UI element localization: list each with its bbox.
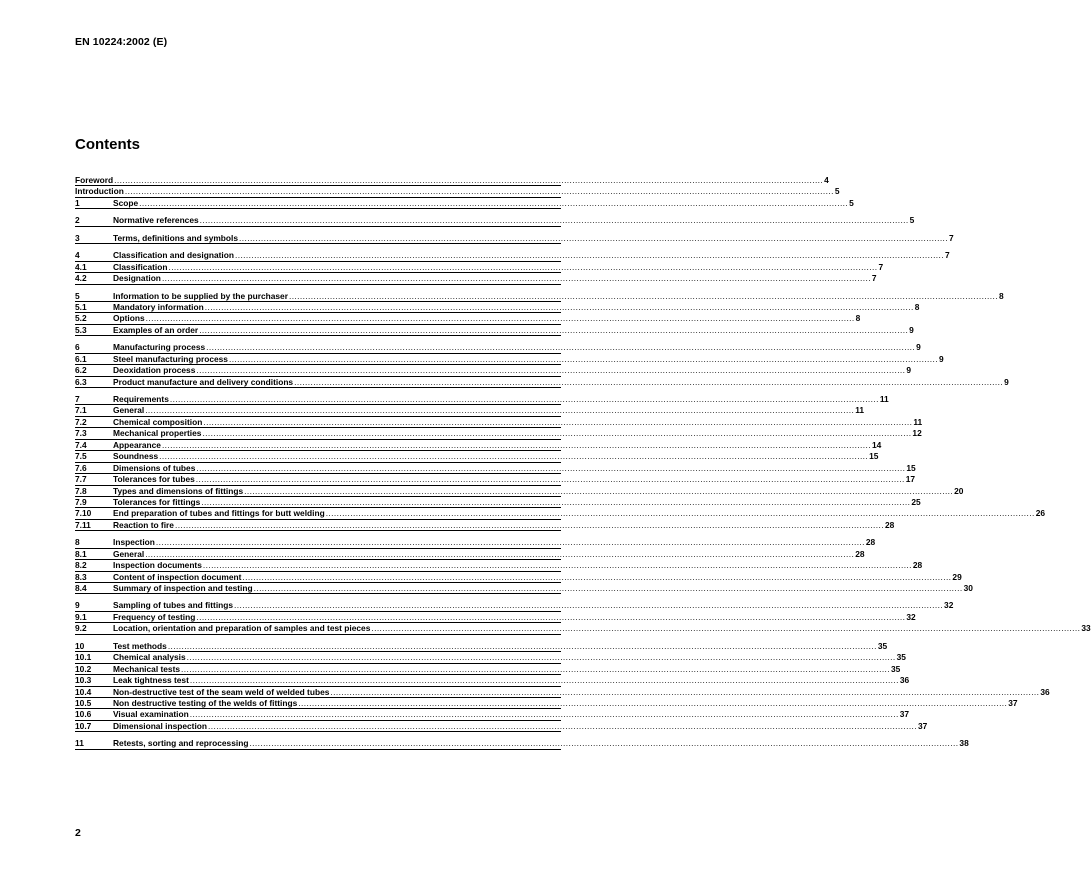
toc-entry[interactable] [75, 738, 969, 749]
toc-entry-page: 37 [918, 720, 928, 731]
row-divider [75, 387, 561, 388]
toc-entry-number: 10.3 [75, 675, 92, 686]
toc-entry-title: Types and dimensions of fittings [113, 485, 244, 496]
toc-entry-number: 10.6 [75, 709, 92, 720]
row-divider [75, 243, 561, 244]
toc-entry[interactable] [75, 537, 876, 548]
row-divider [75, 749, 561, 750]
toc-entry[interactable] [75, 560, 923, 571]
toc-entry-title: Dimensional inspection [113, 720, 208, 731]
toc-entry-title: Deoxidation process [113, 365, 196, 376]
toc-entry-title: Foreword [75, 175, 114, 185]
toc-entry-number: 10.7 [75, 720, 92, 731]
toc-entry-page: 15 [869, 451, 879, 462]
dot-leader: .................................................................................................................................................................................................................................................................... [228, 353, 938, 364]
toc-entry-number: 8.2 [75, 560, 87, 571]
toc-entry[interactable] [75, 261, 884, 273]
toc-entry-number: 2 [75, 215, 80, 226]
dot-leader: .................................................................................................................................................................................................................................................................... [288, 290, 998, 301]
toc-entry-page: 7 [878, 261, 884, 272]
toc-entry[interactable] [75, 301, 920, 313]
toc-entry[interactable] [75, 709, 910, 720]
dot-leader: .................................................................................................................................................................................................................................................................... [174, 519, 884, 530]
toc-entry-page: 14 [871, 439, 882, 450]
toc-entry-title: End preparation of tubes and fittings for butt welding [113, 508, 325, 519]
toc-entry-title: Leak tightness test [113, 675, 189, 686]
toc-entry-page: 37 [1008, 697, 1018, 708]
document-header: EN 10224:2002 (E) [75, 36, 168, 48]
toc-entry-number: 5.3 [75, 324, 87, 335]
toc-entry-title: General [113, 548, 145, 559]
dot-leader: .................................................................................................................................................................................................................................................................... [139, 197, 849, 208]
toc-entry-title: Classification and designation [113, 250, 234, 261]
toc-entry[interactable] [75, 250, 950, 261]
toc-entry-number: 6.3 [75, 376, 87, 387]
toc-entry-title: Test methods [113, 640, 167, 651]
page-title: Contents [75, 136, 140, 153]
toc-entry-number: 7.2 [75, 416, 87, 427]
table-of-contents [75, 175, 1091, 750]
toc-entry-page: 9 [938, 353, 944, 364]
toc-entry[interactable] [75, 342, 921, 353]
toc-entry[interactable] [75, 273, 877, 284]
toc-entry-number: 10.2 [75, 663, 92, 674]
toc-entry[interactable] [75, 405, 865, 416]
dot-leader: .................................................................................................................................................................................................................................................................... [195, 474, 905, 485]
toc-entry-number: 8.1 [75, 548, 87, 559]
toc-entry-title: General [113, 405, 145, 416]
toc-entry-title: Dimensions of tubes [113, 462, 196, 473]
row-divider [75, 226, 561, 227]
toc-entry[interactable] [75, 215, 915, 226]
toc-entry[interactable] [75, 583, 973, 594]
toc-entry-page: 32 [944, 600, 954, 611]
dot-leader: .................................................................................................................................................................................................................................................................... [204, 301, 914, 312]
dot-leader: .................................................................................................................................................................................................................................................................... [161, 439, 871, 450]
toc-entry-title: Retests, sorting and reprocessing [113, 738, 249, 749]
dot-leader: .................................................................................................................................................................................................................................................................... [199, 324, 909, 335]
row-divider [75, 335, 561, 336]
dot-leader: .................................................................................................................................................................................................................................................................... [114, 175, 824, 185]
toc-entry-page: 9 [916, 342, 921, 353]
toc-entry[interactable] [75, 640, 888, 652]
toc-entry-title: Steel manufacturing process [113, 353, 228, 364]
toc-entry[interactable] [75, 474, 916, 485]
toc-entry-page: 7 [949, 232, 954, 243]
toc-entry[interactable] [75, 697, 1018, 709]
toc-entry[interactable] [75, 365, 912, 376]
toc-entry-page: 35 [896, 652, 906, 663]
toc-entry-title: Information to be supplied by the purchaser [113, 290, 288, 301]
toc-entry-page: 17 [905, 474, 916, 485]
toc-entry-number: 7.8 [75, 485, 87, 496]
toc-entry-number: 7.9 [75, 496, 87, 507]
dot-leader: .................................................................................................................................................................................................................................................................... [294, 376, 1004, 387]
row-divider [75, 593, 561, 594]
toc-entry-number: 10 [75, 640, 85, 651]
dot-leader: .................................................................................................................................................................................................................................................................... [244, 485, 954, 496]
dot-leader: .................................................................................................................................................................................................................................................................... [234, 600, 944, 611]
toc-entry[interactable] [75, 720, 928, 732]
toc-entry-title: Content of inspection document [113, 571, 242, 582]
dot-leader: .................................................................................................................................................................................................................................................................... [253, 583, 963, 593]
toc-entry[interactable] [75, 519, 895, 531]
toc-entry-page: 11 [855, 405, 865, 416]
toc-entry-page: 30 [963, 583, 973, 593]
toc-entry-number: 9 [75, 600, 80, 611]
toc-entry-page: 9 [909, 324, 914, 335]
dot-leader: .................................................................................................................................................................................................................................................................... [189, 709, 899, 720]
toc-entry-title: Product manufacture and delivery conditions [113, 376, 294, 387]
toc-entry[interactable] [75, 394, 889, 405]
toc-entry-page: 4 [824, 175, 829, 185]
toc-entry[interactable] [75, 197, 854, 209]
toc-entry[interactable] [75, 428, 922, 439]
dot-leader: .................................................................................................................................................................................................................................................................... [169, 394, 879, 404]
row-divider [75, 731, 561, 732]
toc-entry-page: 28 [855, 548, 865, 559]
dot-leader: .................................................................................................................................................................................................................................................................... [161, 273, 871, 284]
toc-entry-number: 8.3 [75, 571, 87, 582]
dot-leader: .................................................................................................................................................................................................................................................................... [330, 686, 1040, 697]
toc-entry-page: 15 [906, 462, 916, 473]
row-divider [75, 634, 561, 635]
toc-entry-number: 6.1 [75, 353, 87, 364]
toc-entry-page: 28 [884, 519, 895, 530]
dot-leader: .................................................................................................................................................................................................................................................................... [196, 365, 906, 376]
toc-entry-number: 3 [75, 232, 80, 243]
toc-entry[interactable] [75, 548, 865, 560]
toc-entry-page: 9 [906, 365, 912, 376]
toc-entry[interactable] [75, 600, 954, 611]
toc-entry-page: 5 [849, 197, 854, 208]
toc-entry-title: Non-destructive test of the seam weld of welded tubes [113, 686, 330, 697]
toc-entry-page: 8 [998, 290, 1004, 301]
toc-entry-page: 20 [954, 485, 964, 496]
toc-entry-page: 28 [912, 560, 923, 571]
toc-entry-title: Introduction [75, 186, 124, 197]
toc-entry-page: 5 [909, 215, 915, 226]
dot-leader: .................................................................................................................................................................................................................................................................... [239, 232, 949, 243]
toc-entry-number: 6.2 [75, 365, 87, 376]
toc-entry-title: Mechanical tests [113, 663, 181, 674]
toc-entry-number: 8 [75, 537, 80, 548]
toc-entry-number: 9.2 [75, 623, 87, 634]
toc-entry-number: 10.4 [75, 686, 92, 697]
toc-entry-title: Frequency of testing [113, 611, 196, 622]
toc-entry-title: Visual examination [113, 709, 189, 720]
toc-entry-page: 8 [855, 313, 861, 324]
toc-entry-page: 28 [865, 537, 876, 548]
toc-entry-number: 8.4 [75, 583, 87, 593]
toc-entry-title: Normative references [113, 215, 199, 226]
toc-entry[interactable] [75, 232, 954, 244]
dot-leader: .................................................................................................................................................................................................................................................................... [203, 416, 913, 427]
dot-leader: .................................................................................................................................................................................................................................................................... [206, 342, 916, 353]
toc-entry-number: 4 [75, 250, 80, 261]
toc-entry-title: Sampling of tubes and fittings [113, 600, 234, 611]
toc-entry[interactable] [75, 416, 923, 428]
toc-entry-title: Reaction to fire [113, 519, 174, 530]
toc-entry-number: 5.1 [75, 301, 87, 312]
toc-entry-title: Summary of inspection and testing [113, 583, 253, 593]
dot-leader: .................................................................................................................................................................................................................................................................... [202, 560, 912, 571]
toc-entry-page: 36 [899, 675, 910, 686]
row-divider [75, 530, 561, 531]
dot-leader: .................................................................................................................................................................................................................................................................... [325, 508, 1035, 519]
toc-entry[interactable] [75, 324, 914, 336]
toc-entry-title: Examples of an order [113, 324, 199, 335]
toc-entry-title: Inspection [113, 537, 155, 548]
toc-entry-title: Tolerances for fittings [113, 496, 201, 507]
toc-entry-page: 12 [912, 428, 922, 439]
toc-entry-title: Non destructive testing of the welds of fittings [113, 697, 298, 708]
toc-entry-title: Inspection documents [113, 560, 202, 571]
toc-entry-number: 6 [75, 342, 80, 353]
toc-entry-title: Chemical analysis [113, 652, 186, 663]
toc-entry-title: Classification [113, 261, 168, 272]
page-number: 2 [75, 827, 81, 839]
toc-entry[interactable] [75, 652, 906, 663]
toc-entry[interactable] [75, 663, 901, 675]
toc-entry[interactable] [75, 686, 1050, 698]
row-divider [75, 284, 561, 285]
toc-entry-number: 11 [75, 738, 84, 749]
dot-leader: .................................................................................................................................................................................................................................................................... [201, 496, 911, 507]
toc-entry-title: Mandatory information [113, 301, 204, 312]
dot-leader: .................................................................................................................................................................................................................................................................... [249, 738, 959, 749]
toc-entry-page: 7 [944, 250, 950, 261]
toc-entry[interactable] [75, 611, 916, 623]
toc-entry-title: Tolerances for tubes [113, 474, 195, 485]
toc-entry-title: Chemical composition [113, 416, 203, 427]
toc-entry-page: 11 [879, 394, 889, 404]
toc-entry[interactable] [75, 186, 840, 197]
toc-entry-page: 7 [871, 273, 877, 284]
toc-entry-title: Terms, definitions and symbols [113, 232, 239, 243]
toc-entry-title: Mechanical properties [113, 428, 202, 439]
toc-entry-page: 5 [834, 186, 840, 197]
dot-leader: .................................................................................................................................................................................................................................................................... [145, 313, 855, 324]
toc-entry-number: 9.1 [75, 611, 87, 622]
toc-entry[interactable] [75, 496, 921, 508]
toc-entry-title: Appearance [113, 439, 161, 450]
dot-leader: .................................................................................................................................................................................................................................................................... [145, 405, 855, 416]
toc-entry-page: 11 [913, 416, 923, 427]
toc-entry-page: 33 [1081, 623, 1091, 634]
dot-leader: .................................................................................................................................................................................................................................................................... [196, 611, 906, 622]
toc-entry[interactable] [75, 439, 882, 451]
dot-leader: .................................................................................................................................................................................................................................................................... [371, 623, 1081, 634]
toc-entry-number: 7.1 [75, 405, 87, 416]
toc-entry-number: 7.4 [75, 439, 87, 450]
dot-leader: .................................................................................................................................................................................................................................................................... [242, 571, 952, 582]
toc-entry-number: 7.5 [75, 451, 87, 462]
toc-entry-number: 7.6 [75, 462, 87, 473]
toc-entry-number: 4.2 [75, 273, 87, 284]
toc-entry[interactable] [75, 462, 916, 474]
dot-leader: .................................................................................................................................................................................................................................................................... [124, 186, 834, 197]
toc-entry[interactable] [75, 623, 1091, 634]
dot-leader: .................................................................................................................................................................................................................................................................... [196, 462, 906, 473]
toc-entry[interactable] [75, 175, 829, 186]
dot-leader: .................................................................................................................................................................................................................................................................... [189, 675, 899, 686]
toc-entry-number: 7.10 [75, 508, 92, 519]
dot-leader: .................................................................................................................................................................................................................................................................... [199, 215, 909, 226]
toc-entry-page: 8 [914, 301, 920, 312]
toc-entry-number: 7 [75, 394, 80, 404]
toc-entry-number: 4.1 [75, 261, 87, 272]
toc-entry[interactable] [75, 290, 1004, 302]
dot-leader: .................................................................................................................................................................................................................................................................... [298, 697, 1008, 708]
dot-leader: .................................................................................................................................................................................................................................................................... [159, 451, 869, 462]
toc-entry-page: 26 [1035, 508, 1046, 519]
toc-entry-page: 25 [911, 496, 921, 507]
dot-leader: .................................................................................................................................................................................................................................................................... [168, 261, 878, 272]
toc-entry-title: Scope [113, 197, 139, 208]
dot-leader: .................................................................................................................................................................................................................................................................... [186, 652, 896, 663]
toc-entry-number: 7.11 [75, 519, 91, 530]
toc-entry[interactable] [75, 508, 1046, 519]
toc-entry-title: Soundness [113, 451, 159, 462]
row-divider [75, 208, 561, 209]
toc-entry-title: Requirements [113, 394, 169, 404]
toc-entry-page: 35 [877, 640, 888, 651]
toc-entry-page: 32 [906, 611, 916, 622]
dot-leader: .................................................................................................................................................................................................................................................................... [181, 663, 891, 674]
toc-entry-page: 29 [952, 571, 962, 582]
toc-entry-number: 7.3 [75, 428, 87, 439]
toc-entry-number: 5 [75, 290, 80, 301]
dot-leader: .................................................................................................................................................................................................................................................................... [235, 250, 944, 261]
toc-entry-title: Designation [113, 273, 161, 284]
toc-entry[interactable] [75, 353, 944, 365]
toc-entry-title: Manufacturing process [113, 342, 206, 353]
toc-entry-page: 9 [1004, 376, 1009, 387]
toc-entry-title: Location, orientation and preparation of samples and test pieces [113, 623, 371, 634]
toc-entry[interactable] [75, 485, 964, 497]
toc-entry-number: 7.7 [75, 474, 87, 485]
toc-entry-number: 1 [75, 197, 80, 208]
toc-entry-number: 10.5 [75, 697, 92, 708]
toc-entry-page: 36 [1040, 686, 1050, 697]
toc-entry[interactable] [75, 675, 910, 686]
dot-leader: .................................................................................................................................................................................................................................................................... [202, 428, 912, 439]
dot-leader: .................................................................................................................................................................................................................................................................... [145, 548, 855, 559]
toc-entry-number: 5.2 [75, 313, 87, 324]
toc-entry-page: 38 [959, 738, 969, 749]
dot-leader: .................................................................................................................................................................................................................................................................... [167, 640, 877, 651]
toc-entry[interactable] [75, 571, 962, 583]
toc-entry-page: 35 [891, 663, 901, 674]
dot-leader: .................................................................................................................................................................................................................................................................... [208, 720, 917, 731]
toc-entry[interactable] [75, 451, 879, 462]
toc-entry-page: 37 [899, 709, 910, 720]
toc-entry[interactable] [75, 376, 1009, 388]
dot-leader: .................................................................................................................................................................................................................................................................... [155, 537, 865, 548]
toc-entry-title: Options [113, 313, 145, 324]
toc-entry[interactable] [75, 313, 861, 324]
toc-entry-number: 10.1 [75, 652, 92, 663]
